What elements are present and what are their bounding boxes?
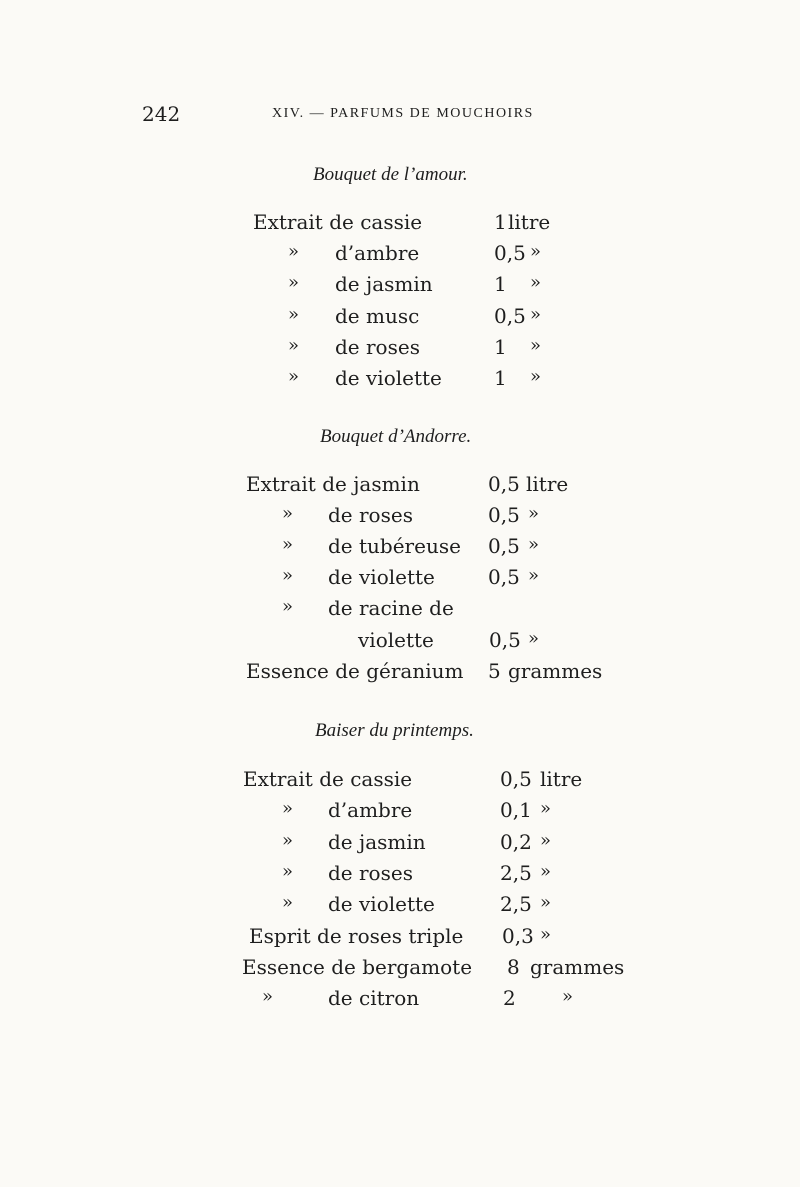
- ingredient-row: [0, 892, 800, 920]
- quantity: 2,5: [500, 892, 532, 917]
- ditto-mark: »: [282, 596, 294, 618]
- quantity: 1: [494, 334, 507, 359]
- ingredient-row: [0, 798, 800, 826]
- unit: litre: [526, 472, 569, 496]
- ingredient-lead: Essence de bergamote: [242, 954, 473, 979]
- unit-ditto-mark: »: [530, 334, 542, 356]
- ingredient-row: [0, 241, 800, 269]
- ditto-mark: »: [282, 503, 294, 525]
- ingredient-row: [0, 335, 800, 363]
- ditto-mark: »: [282, 798, 294, 820]
- ditto-mark: »: [282, 860, 294, 882]
- unit-ditto-mark: »: [562, 986, 574, 1008]
- quantity: 1: [494, 272, 507, 297]
- ingredient-row: [0, 955, 800, 983]
- unit-ditto-mark: »: [530, 241, 542, 263]
- ingredient-name: d’ambre: [328, 798, 413, 823]
- unit-ditto-mark: »: [530, 303, 542, 325]
- unit: litre: [508, 210, 551, 234]
- quantity: 0,1: [500, 798, 532, 823]
- ingredient-row: [0, 830, 800, 858]
- ingredient-name: de citron: [328, 986, 420, 1011]
- ditto-mark: »: [282, 892, 294, 914]
- ditto-mark: »: [262, 986, 274, 1008]
- unit: grammes: [530, 954, 625, 979]
- ingredient-lead: Extrait de cassie: [243, 767, 413, 791]
- quantity: 1: [494, 210, 507, 234]
- unit-ditto-mark: »: [540, 798, 552, 820]
- unit-ditto-mark: »: [540, 923, 552, 945]
- quantity: 0,5: [489, 627, 521, 652]
- unit-ditto-mark: »: [530, 366, 542, 387]
- ingredient-lead: Esprit de roses triple: [249, 923, 464, 948]
- unit-ditto-mark: »: [528, 565, 540, 587]
- ingredient-lead: Extrait de cassie: [253, 210, 423, 234]
- ingredient-lead: Extrait de jasmin: [246, 472, 420, 496]
- ingredient-row: [0, 366, 800, 394]
- ingredient-name: de racine de: [328, 596, 454, 621]
- quantity: 1: [494, 366, 507, 390]
- ingredient-name: de tubéreuse: [328, 534, 461, 559]
- unit-ditto-mark: »: [528, 534, 540, 556]
- unit-ditto-mark: »: [540, 860, 552, 882]
- ingredient-name: violette: [358, 627, 434, 652]
- ingredient-name: de violette: [335, 366, 442, 390]
- page-header: [0, 102, 800, 132]
- quantity: 0,5: [488, 503, 520, 528]
- running-title: XIV. — PARFUMS DE MOUCHOIRS: [272, 106, 534, 121]
- ingredient-row: [0, 565, 800, 593]
- quantity: 0,5: [500, 767, 532, 791]
- ingredient-name: de violette: [328, 892, 435, 917]
- unit-ditto-mark: »: [540, 829, 552, 851]
- ingredient-name: de roses: [335, 334, 420, 359]
- unit: litre: [540, 767, 583, 791]
- ingredient-row: [0, 659, 800, 687]
- ditto-mark: »: [282, 565, 294, 587]
- unit-ditto-mark: »: [540, 892, 552, 914]
- quantity: 0,5: [488, 534, 520, 559]
- quantity: 0,5: [494, 303, 526, 328]
- ingredient-row: [0, 861, 800, 889]
- ingredient-name: de roses: [328, 503, 413, 528]
- page-number: 242: [142, 102, 181, 126]
- ingredient-row: [0, 986, 800, 1014]
- quantity: 0,5: [488, 565, 520, 590]
- ingredient-name: de jasmin: [328, 829, 426, 854]
- ditto-mark: »: [282, 829, 294, 851]
- ingredient-row: [0, 924, 800, 952]
- ingredient-row: [0, 767, 800, 795]
- unit-ditto-mark: »: [528, 503, 540, 525]
- quantity: 0,5: [494, 241, 526, 266]
- quantity: 2: [503, 986, 516, 1011]
- ingredient-row: [0, 534, 800, 562]
- quantity: 0,5: [488, 472, 520, 496]
- ingredient-row: [0, 272, 800, 300]
- ditto-mark: »: [288, 241, 300, 263]
- quantity: 2,5: [500, 860, 532, 885]
- ditto-mark: »: [282, 534, 294, 556]
- ditto-mark: »: [288, 303, 300, 325]
- ingredient-name: de violette: [328, 565, 435, 590]
- ingredient-lead: Essence de géranium: [246, 658, 464, 683]
- unit-ditto-mark: »: [528, 627, 540, 649]
- ingredient-name: d’ambre: [335, 241, 420, 266]
- ingredient-row: [0, 503, 800, 531]
- ingredient-name: de jasmin: [335, 272, 433, 297]
- quantity: 8: [507, 954, 520, 979]
- quantity: 5: [488, 658, 501, 683]
- section-title: Baiser du printemps.: [315, 720, 474, 741]
- ingredient-name: de musc: [335, 303, 420, 328]
- quantity: 0,3: [502, 923, 534, 948]
- ingredient-row: [0, 304, 800, 332]
- section-title: Bouquet de l’amour.: [313, 164, 468, 185]
- ditto-mark: »: [288, 334, 300, 356]
- ingredient-row: [0, 210, 800, 238]
- quantity: 0,2: [500, 829, 532, 854]
- section-title: Bouquet d’Andorre.: [320, 426, 472, 447]
- ingredient-row: [0, 472, 800, 500]
- ingredient-row: [0, 596, 800, 624]
- ditto-mark: »: [288, 366, 300, 387]
- ingredient-row: [0, 628, 800, 656]
- ingredient-name: de roses: [328, 860, 413, 885]
- ditto-mark: »: [288, 272, 300, 294]
- unit-ditto-mark: »: [530, 272, 542, 294]
- unit: grammes: [508, 658, 603, 683]
